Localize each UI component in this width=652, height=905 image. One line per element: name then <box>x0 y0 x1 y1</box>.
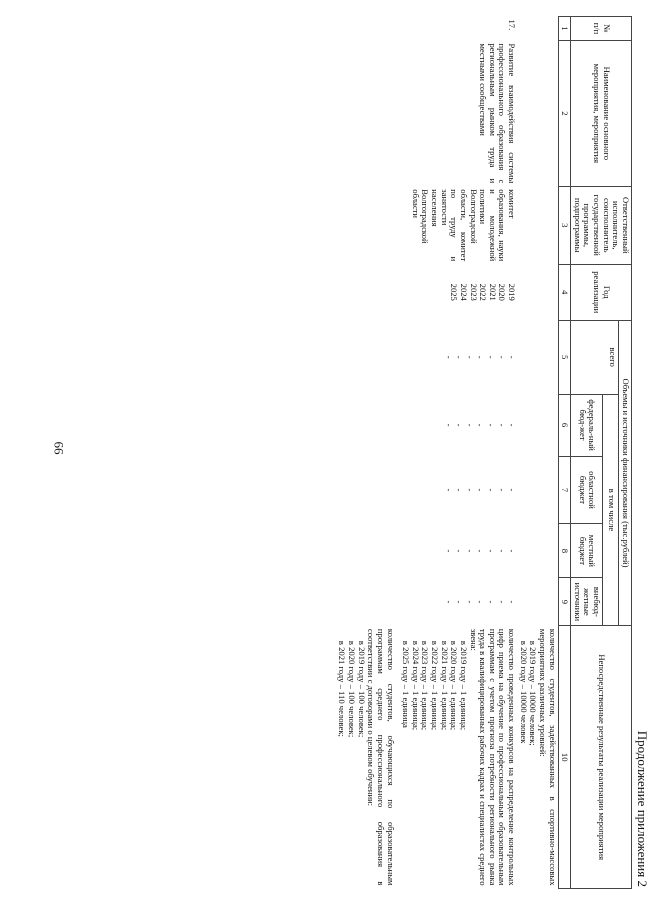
dash: - <box>464 600 475 604</box>
year-item: 2019 <box>507 283 518 301</box>
year-item: 2021 <box>487 283 498 301</box>
dash: - <box>485 423 496 427</box>
program-table <box>330 16 632 889</box>
header-num: № п/п <box>571 17 632 41</box>
header-total: всего <box>571 320 619 394</box>
prev-result-item: в 2019 году – 10000 человек; <box>528 640 539 746</box>
result-item: в 2020 году – 1 единица; <box>449 640 460 731</box>
prev-result-cell <box>517 626 558 889</box>
dash: - <box>507 600 518 604</box>
result-item: в 2024 году – 1 единица; <box>410 640 421 731</box>
result-item: в 2020 году – 100 человек; <box>347 640 358 738</box>
dash: - <box>454 549 465 553</box>
dash: - <box>496 600 507 604</box>
col-number: 8 <box>558 524 571 578</box>
dash: - <box>464 549 475 553</box>
dash: - <box>443 488 454 492</box>
dash: - <box>454 488 465 492</box>
dash: - <box>485 355 496 359</box>
table-row <box>517 17 558 889</box>
result-text: количество студентов, обучающихся по образовательным программам среднего профессионального образования в соответствии с договорами о целевом обучении: <box>366 628 396 886</box>
federal-values <box>330 394 517 456</box>
header-year: Год реализации <box>571 264 632 320</box>
dash: - <box>475 549 486 553</box>
prev-result-text: количество студентов, задействованных в спортивно-массовых мероприятиях различных уровней: <box>538 628 558 886</box>
appendix-title: Продолжение приложения 2 <box>635 730 650 887</box>
dash: - <box>507 355 518 359</box>
header-funding: Объемы и источники финансирования (тыс.рублей) <box>619 320 632 626</box>
col-number: 7 <box>558 456 571 524</box>
dash: - <box>485 549 496 553</box>
header-including: в том числе <box>603 394 619 626</box>
dash: - <box>475 423 486 427</box>
table-row-17 <box>330 17 517 889</box>
dash: - <box>496 549 507 553</box>
col-number: 2 <box>558 40 571 186</box>
year-list <box>330 264 517 320</box>
regional-values <box>330 456 517 524</box>
year-item: 2023 <box>468 283 479 301</box>
dash: - <box>454 355 465 359</box>
dash: - <box>454 600 465 604</box>
dash: - <box>464 423 475 427</box>
dash: - <box>464 355 475 359</box>
dash: - <box>496 423 507 427</box>
results-cell <box>330 626 517 889</box>
local-values <box>330 524 517 578</box>
year-item: 2022 <box>478 283 489 301</box>
column-number-row <box>558 17 571 889</box>
header-executor: Ответственный исполнитель, соисполнитель государственной программы, подпрограммы <box>571 186 632 264</box>
col-number: 1 <box>558 17 571 41</box>
header-extrabudget: внебюд-жетные источники <box>571 578 603 626</box>
dash: - <box>443 355 454 359</box>
result-text: количество проведенных конкурсов на распределение контрольных цифр приема на обучение по профессиональным образовательным программам с учетом прогноза потребности регионального рынка труда в квалифицированных рабочих кадрах и специалистах среднего звена: <box>468 628 518 886</box>
result-item: в 2019 году – 100 человек; <box>356 640 367 738</box>
result-item: в 2019 году – 1 единица; <box>459 640 469 731</box>
year-item: 2025 <box>449 283 460 301</box>
col-number: 10 <box>558 626 571 889</box>
year-item: 2020 <box>497 283 508 301</box>
col-number: 5 <box>558 320 571 394</box>
measure-name: Развитие взаимодействия системы профессионального образования с региональным рынком труда и местными сообществами <box>478 43 518 184</box>
dash: - <box>443 549 454 553</box>
dash: - <box>496 355 507 359</box>
result-item: в 2023 году – 1 единица; <box>420 640 431 731</box>
responsible-executor: комитет образования, науки и молодежной политики Волгоградской области, комитет по труду и занятости населения Волгоградской области <box>410 189 518 262</box>
result-item: в 2021 году – 1 единица; <box>439 640 450 731</box>
prev-result-item: в 2020 году – 10000 человек <box>518 640 529 744</box>
col-number: 3 <box>558 186 571 264</box>
page-number: 66 <box>51 441 67 455</box>
dash: - <box>507 549 518 553</box>
result-item: в 2022 году – 1 единица; <box>430 640 441 731</box>
dash: - <box>496 488 507 492</box>
dash: - <box>454 423 465 427</box>
dash: - <box>475 488 486 492</box>
result-item: в 2021 году – 110 человек; <box>337 640 348 737</box>
col-number: 4 <box>558 264 571 320</box>
dash: - <box>443 423 454 427</box>
header-federal: федераль-ный бюд-жет <box>571 394 603 456</box>
col-number: 9 <box>558 578 571 626</box>
year-item: 2024 <box>459 283 469 301</box>
dash: - <box>464 488 475 492</box>
result-item: в 2025 году – 1 единица <box>401 640 412 728</box>
extrabudget-values <box>330 578 517 626</box>
dash: - <box>443 600 454 604</box>
dash: - <box>507 488 518 492</box>
landscape-page <box>70 6 652 899</box>
col-number: 6 <box>558 394 571 456</box>
header-local: местный бюджет <box>571 524 603 578</box>
header-regional: областной бюджет <box>571 456 603 524</box>
header-results: Непосредственные результаты реализации мероприятия <box>571 626 632 889</box>
header-name: Наименование основного мероприятия, мероприятия <box>571 40 632 186</box>
dash: - <box>485 488 496 492</box>
dash: - <box>475 355 486 359</box>
dash: - <box>475 600 486 604</box>
row-number: 17. <box>507 19 518 31</box>
dash: - <box>507 423 518 427</box>
dash: - <box>485 600 496 604</box>
total-values <box>330 320 517 394</box>
